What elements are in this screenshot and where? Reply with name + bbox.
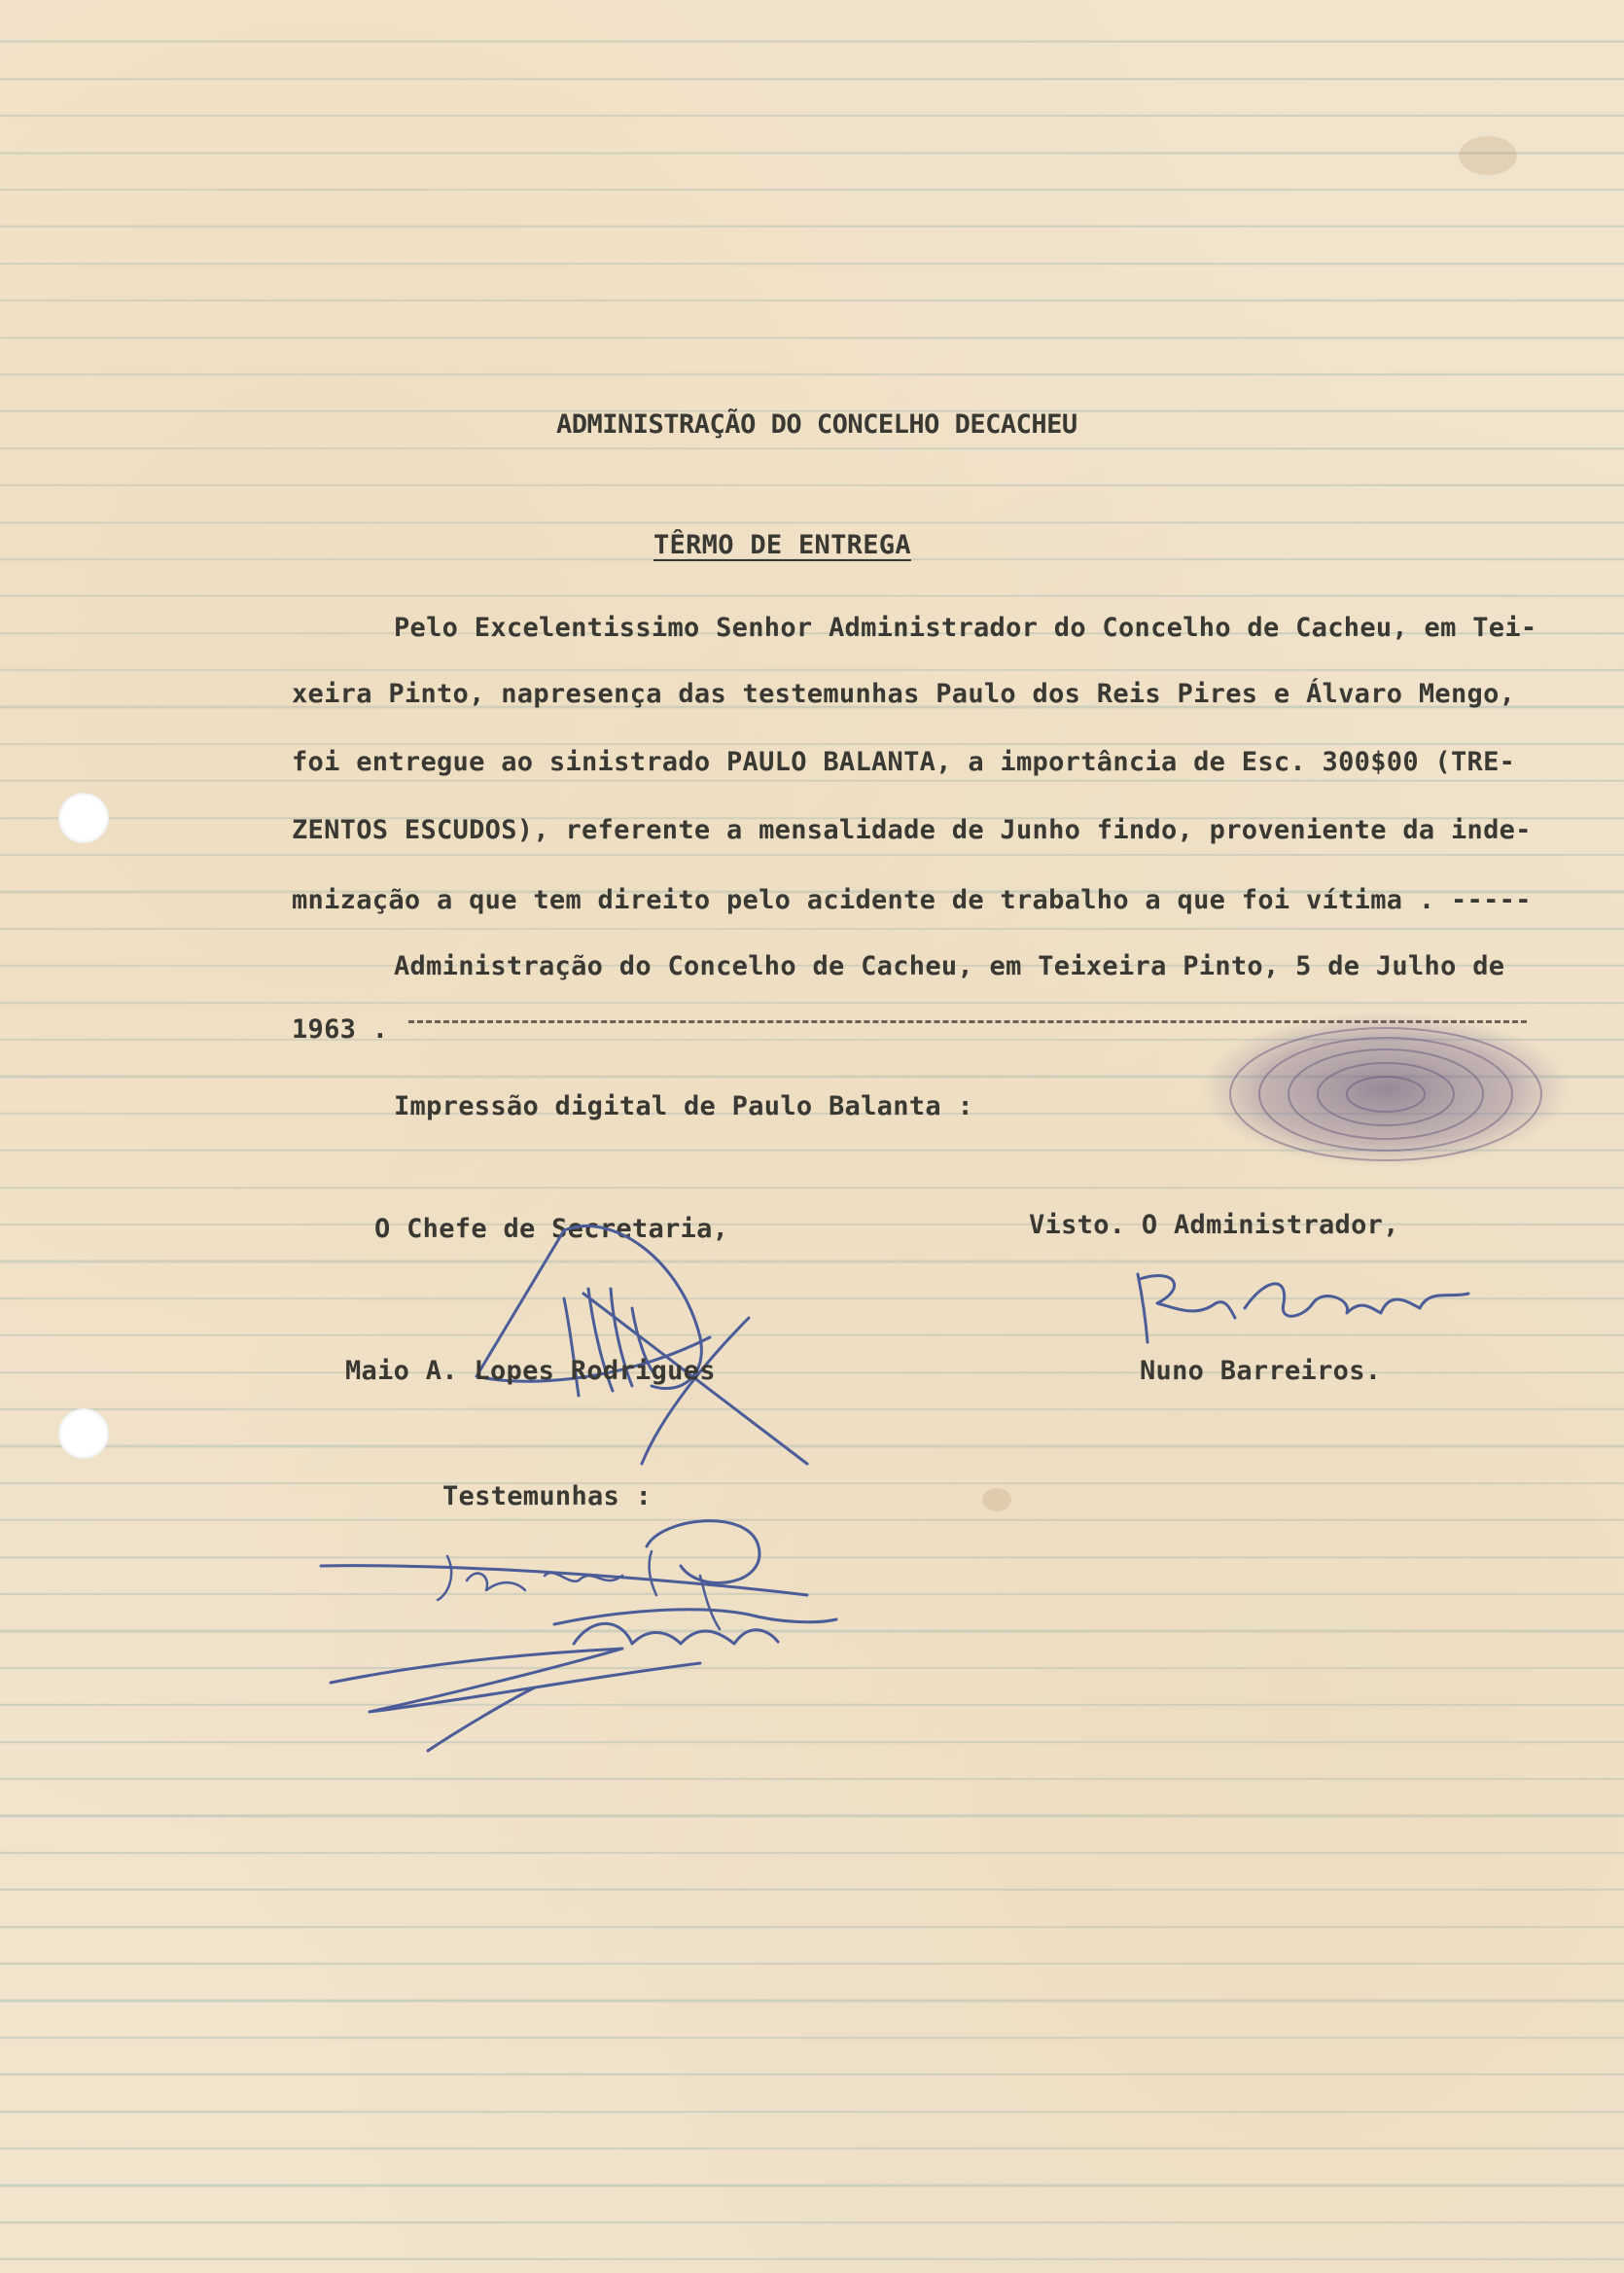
document-title: TÊRMO DE ENTREGA: [653, 530, 911, 560]
witnesses-label: Testemunhas :: [442, 1481, 653, 1511]
administrator-signature: [1118, 1250, 1488, 1357]
body-line-2: xeira Pinto, napresença das testemunhas Paulo dos Reis Pires e Álvaro Mengo,: [292, 679, 1516, 709]
paper-stain: [1459, 136, 1517, 175]
document-heading: ADMINISTRAÇÃO DO CONCELHO DECACHEU: [556, 409, 1077, 440]
secretary-signature: [457, 1191, 827, 1474]
body-line-4: ZENTOS ESCUDOS), referente a mensalidade de Junho findo, proveniente da inde-: [292, 815, 1532, 845]
administrator-role: Visto. O Administrador,: [1029, 1210, 1399, 1240]
body-line-3: foi entregue ao sinistrado PAULO BALANTA, a importância de Esc. 300$00 (TRE-: [292, 747, 1516, 777]
paper-stain: [982, 1488, 1011, 1511]
punch-hole: [58, 1408, 109, 1459]
administrator-name: Nuno Barreiros.: [1140, 1356, 1382, 1386]
place-date-line-1: Administração do Concelho de Cacheu, em Teixeira Pinto, 5 de Julho de: [394, 951, 1505, 981]
secretary-name: Maio A. Lopes Rodrigues: [345, 1356, 716, 1386]
fingerprint-label: Impressão digital de Paulo Balanta :: [394, 1091, 973, 1121]
secretary-role: O Chefe de Secretaria,: [374, 1214, 729, 1244]
body-line-1: Pelo Excelentissimo Senhor Administrador do Concelho de Cacheu, em Tei-: [394, 613, 1537, 643]
place-date-line-2: 1963 .: [292, 1014, 389, 1045]
punch-hole: [58, 793, 109, 843]
body-line-5: mnização a que tem direito pelo acidente de trabalho a que foi vítima . -----: [292, 885, 1532, 915]
witness-signatures: [311, 1508, 895, 1760]
fingerprint-mark: [1191, 1002, 1571, 1177]
